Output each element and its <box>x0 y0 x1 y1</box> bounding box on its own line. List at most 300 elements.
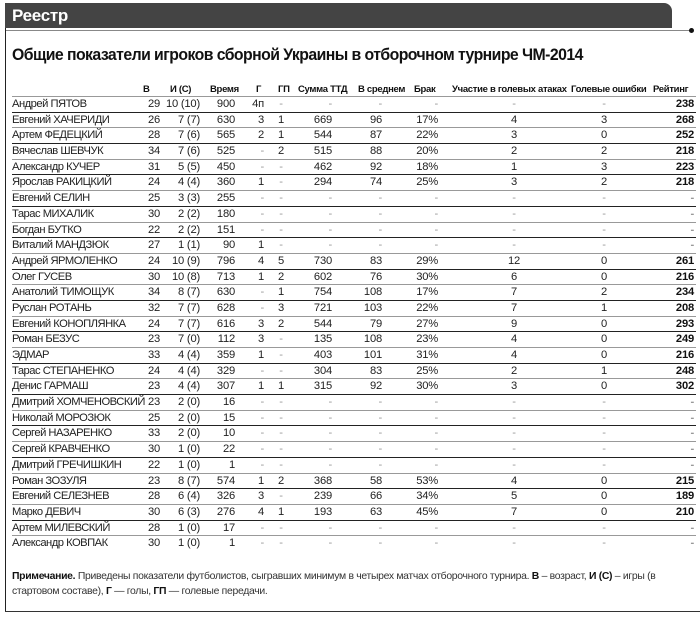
age-cell: 23 <box>147 474 160 487</box>
attacks-cell: 7 <box>510 286 518 299</box>
rating-cell: - <box>690 396 694 409</box>
player-name: Евгений КОНОПЛЯНКА <box>12 317 126 330</box>
avg-cell: 103 <box>363 301 382 314</box>
player-name: Олег ГУСЕВ <box>12 270 72 283</box>
errors-cell: 1 <box>600 301 608 314</box>
attacks-cell: - <box>512 396 516 409</box>
waste-cell: 25% <box>416 364 438 377</box>
avg-cell: - <box>378 239 382 252</box>
goals-cell: 3 <box>257 333 264 346</box>
age-cell: 23 <box>147 333 160 346</box>
assists-cell: - <box>279 490 283 503</box>
sum-ttd-cell: 754 <box>313 286 332 299</box>
note-text: Приведены показатели футболистов, сыгравших минимум в четырех матчах отборочного турнира. <box>75 571 532 582</box>
time-cell: 180 <box>216 207 235 220</box>
sum-ttd-cell: 193 <box>313 505 332 518</box>
errors-cell: 0 <box>600 317 608 330</box>
goals-cell: - <box>260 537 264 550</box>
age-cell: 24 <box>147 317 160 330</box>
avg-cell: 96 <box>369 113 382 126</box>
attacks-cell: - <box>512 411 516 424</box>
player-name: Сергей НАЗАРЕНКО <box>12 427 112 440</box>
player-name: Артем МИЛЕВСКИЙ <box>12 521 110 534</box>
waste-cell: 17% <box>416 286 438 299</box>
rating-cell: - <box>690 443 694 456</box>
assists-cell: - <box>279 176 283 189</box>
avg-cell: 92 <box>369 160 382 173</box>
attacks-cell: 4 <box>510 333 518 346</box>
sum-ttd-cell: - <box>328 207 332 220</box>
attacks-cell: 4 <box>510 474 518 487</box>
age-cell: 24 <box>147 254 160 267</box>
goals-cell: - <box>260 427 264 440</box>
player-name: Роман ЗОЗУЛЯ <box>12 474 87 487</box>
player-name: Дмитрий ГРЕЧИШКИН <box>12 458 122 471</box>
games-cell: 1 (0) <box>177 443 200 456</box>
age-cell: 34 <box>147 145 160 158</box>
sum-ttd-cell: - <box>328 537 332 550</box>
games-cell: 10 (9) <box>171 254 200 267</box>
assists-cell: - <box>279 98 283 110</box>
avg-cell: 87 <box>369 129 382 142</box>
waste-cell: 53% <box>416 474 438 487</box>
avg-cell: - <box>378 458 382 471</box>
age-cell: 33 <box>147 349 160 361</box>
sum-ttd-cell: 730 <box>313 254 332 267</box>
errors-cell: 0 <box>600 490 608 503</box>
rating-cell: - <box>690 537 694 550</box>
table-row <box>12 363 700 379</box>
waste-cell: 22% <box>416 129 438 142</box>
avg-cell: 83 <box>369 364 382 377</box>
note-gp-text: — голевые передачи. <box>166 586 268 597</box>
assists-cell: - <box>279 349 283 361</box>
table-row <box>12 347 700 363</box>
section-banner <box>5 3 672 28</box>
goals-cell: 1 <box>257 270 264 283</box>
avg-cell: 92 <box>369 380 382 393</box>
attacks-cell: - <box>512 458 516 471</box>
assists-cell: 2 <box>277 145 285 158</box>
games-cell: 1 (0) <box>177 458 200 471</box>
age-cell: 25 <box>147 192 160 205</box>
errors-cell: 0 <box>600 129 608 142</box>
table-row <box>12 269 700 285</box>
assists-cell: - <box>279 537 283 550</box>
note-gp-label: ГП <box>153 586 167 597</box>
time-cell: 112 <box>217 333 235 346</box>
waste-cell: - <box>434 458 438 471</box>
assists-cell: - <box>279 333 283 346</box>
rating-cell: 216 <box>675 270 694 283</box>
assists-cell: - <box>279 239 283 252</box>
games-cell: 7 (7) <box>177 317 200 330</box>
table-row <box>12 143 700 159</box>
errors-cell: 2 <box>600 286 608 299</box>
avg-cell: 101 <box>363 349 382 361</box>
col-assists: ГП <box>278 84 290 95</box>
rating-cell: 261 <box>675 254 694 267</box>
table-row <box>12 394 700 410</box>
left-border <box>5 28 6 612</box>
errors-cell: 3 <box>600 113 608 126</box>
games-cell: 8 (7) <box>177 286 200 299</box>
table-row <box>12 96 700 112</box>
time-cell: 1 <box>228 537 235 550</box>
age-cell: 30 <box>147 537 160 550</box>
sum-ttd-cell: 544 <box>313 317 332 330</box>
sum-ttd-cell: 669 <box>313 113 332 126</box>
player-name: Андрей ПЯТОВ <box>12 98 87 110</box>
goals-cell: - <box>260 443 264 456</box>
errors-cell: 0 <box>600 474 608 487</box>
games-cell: 2 (2) <box>177 207 200 220</box>
col-age: В <box>143 84 150 95</box>
games-cell: 10 (8) <box>171 270 200 283</box>
assists-cell: - <box>279 521 283 534</box>
player-name: Евгений СЕЛЕЗНЕВ <box>12 490 110 503</box>
col-rating: Рейтинг <box>653 84 689 95</box>
table-row <box>12 174 700 190</box>
rating-cell: 218 <box>675 176 694 189</box>
rating-cell: 252 <box>675 129 694 142</box>
rating-cell: - <box>690 427 694 440</box>
rating-cell: - <box>690 223 694 236</box>
time-cell: 326 <box>216 490 235 503</box>
goals-cell: 4п <box>252 98 264 110</box>
avg-cell: 88 <box>369 145 382 158</box>
games-cell: 1 (1) <box>177 239 200 252</box>
age-cell: 30 <box>147 443 160 456</box>
attacks-cell: - <box>512 192 516 205</box>
time-cell: 17 <box>222 521 235 534</box>
errors-cell: - <box>602 207 606 220</box>
table-row <box>12 284 700 300</box>
time-cell: 565 <box>216 129 235 142</box>
errors-cell: - <box>602 521 606 534</box>
games-cell: 7 (7) <box>177 301 200 314</box>
waste-cell: - <box>434 98 438 110</box>
goals-cell: - <box>260 458 264 471</box>
time-cell: 10 <box>222 427 235 440</box>
rating-cell: - <box>690 207 694 220</box>
age-cell: 30 <box>147 270 160 283</box>
time-cell: 1 <box>228 458 235 471</box>
avg-cell: - <box>378 443 382 456</box>
rating-cell: - <box>690 411 694 424</box>
attacks-cell: 2 <box>510 145 518 158</box>
player-name: Артем ФЕДЕЦКИЙ <box>12 129 103 142</box>
avg-cell: 108 <box>363 333 382 346</box>
avg-cell: - <box>378 427 382 440</box>
table-row <box>12 504 700 520</box>
time-cell: 360 <box>216 176 235 189</box>
age-cell: 23 <box>147 396 160 409</box>
col-time: Время <box>210 84 239 95</box>
rating-cell: 249 <box>675 333 694 346</box>
rating-cell: 238 <box>675 98 694 110</box>
col-avg: В среднем <box>358 84 406 95</box>
table-row <box>12 222 700 238</box>
time-cell: 796 <box>216 254 235 267</box>
age-cell: 28 <box>147 490 160 503</box>
player-name: Сергей КРАВЧЕНКО <box>12 443 110 456</box>
attacks-cell: 7 <box>510 301 518 314</box>
attacks-cell: 6 <box>510 270 518 283</box>
errors-cell: 2 <box>600 176 608 189</box>
errors-cell: - <box>602 98 606 110</box>
errors-cell: - <box>602 537 606 550</box>
table-row <box>12 410 700 426</box>
note-b-label: В <box>531 571 540 582</box>
rating-cell: 302 <box>675 380 694 393</box>
assists-cell: - <box>279 160 283 173</box>
sum-ttd-cell: 304 <box>313 364 332 377</box>
attacks-cell: 2 <box>510 364 518 377</box>
col-sum-ttd: Сумма ТТД <box>298 84 348 95</box>
errors-cell: - <box>602 223 606 236</box>
col-errors: Голевые ошибки <box>571 84 647 95</box>
waste-cell: 22% <box>416 301 438 314</box>
section-title: Реестр <box>12 6 68 25</box>
games-cell: 7 (6) <box>177 145 200 158</box>
sum-ttd-cell: 239 <box>313 490 332 503</box>
attacks-cell: - <box>512 537 516 550</box>
games-cell: 2 (2) <box>177 223 200 236</box>
waste-cell: 20% <box>416 145 438 158</box>
waste-cell: 30% <box>416 270 438 283</box>
goals-cell: 1 <box>257 239 264 252</box>
avg-cell: 83 <box>369 254 382 267</box>
sum-ttd-cell: 368 <box>313 474 332 487</box>
rating-cell: 210 <box>675 505 694 518</box>
games-cell: 4 (4) <box>177 176 200 189</box>
attacks-cell: 3 <box>510 176 518 189</box>
rating-cell: 215 <box>675 474 694 487</box>
avg-cell: - <box>378 411 382 424</box>
sum-ttd-cell: - <box>328 98 332 110</box>
sum-ttd-cell: 135 <box>313 333 332 346</box>
errors-cell: - <box>602 239 606 252</box>
goals-cell: - <box>260 364 264 377</box>
waste-cell: - <box>434 521 438 534</box>
avg-cell: - <box>378 396 382 409</box>
player-name: Руслан РОТАНЬ <box>12 301 92 314</box>
time-cell: 525 <box>216 145 235 158</box>
time-cell: 90 <box>222 239 235 252</box>
sum-ttd-cell: - <box>328 411 332 424</box>
rating-cell: 268 <box>675 113 694 126</box>
avg-cell: 108 <box>363 286 382 299</box>
games-cell: 1 (0) <box>177 537 200 550</box>
attacks-cell: 1 <box>510 160 518 173</box>
avg-cell: - <box>378 521 382 534</box>
errors-cell: 0 <box>600 380 608 393</box>
assists-cell: - <box>279 443 283 456</box>
errors-cell: 0 <box>600 254 608 267</box>
games-cell: 1 (0) <box>177 521 200 534</box>
player-name: Богдан БУТКО <box>12 223 82 236</box>
waste-cell: - <box>434 396 438 409</box>
avg-cell: - <box>378 98 382 110</box>
player-name: Николай МОРОЗЮК <box>12 411 111 424</box>
rating-cell: - <box>690 239 694 252</box>
player-name: Евгений СЕЛИН <box>12 192 90 205</box>
errors-cell: 0 <box>600 505 608 518</box>
waste-cell: - <box>434 223 438 236</box>
attacks-cell: - <box>512 443 516 456</box>
col-waste: Брак <box>414 84 436 95</box>
rating-cell: 208 <box>675 301 694 314</box>
age-cell: 28 <box>147 521 160 534</box>
rating-cell: 293 <box>675 317 694 330</box>
errors-cell: 0 <box>600 349 608 361</box>
attacks-cell: - <box>512 207 516 220</box>
table-row <box>12 127 700 143</box>
rating-cell: 189 <box>675 490 694 503</box>
time-cell: 22 <box>222 443 235 456</box>
games-cell: 4 (4) <box>177 380 200 393</box>
avg-cell: - <box>378 192 382 205</box>
avg-cell: 76 <box>369 270 382 283</box>
sum-ttd-cell: 462 <box>313 160 332 173</box>
player-name: Виталий МАНДЗЮК <box>12 239 109 252</box>
games-cell: 2 (0) <box>177 411 200 424</box>
table-row <box>12 112 700 128</box>
goals-cell: - <box>260 521 264 534</box>
rating-cell: 216 <box>675 349 694 361</box>
col-goals: Г <box>256 84 262 95</box>
sum-ttd-cell: 294 <box>313 176 332 189</box>
age-cell: 30 <box>147 207 160 220</box>
goals-cell: 3 <box>257 317 264 330</box>
waste-cell: 31% <box>416 349 438 361</box>
player-name: Ярослав РАКИЦКИЙ <box>12 176 112 189</box>
sum-ttd-cell: 721 <box>313 301 332 314</box>
attacks-cell: 12 <box>507 254 521 267</box>
time-cell: 713 <box>216 270 235 283</box>
goals-cell: 1 <box>257 380 264 393</box>
avg-cell: - <box>378 223 382 236</box>
avg-cell: 79 <box>369 317 382 330</box>
note-g-text: — голы, <box>111 586 154 597</box>
assists-cell: - <box>279 223 283 236</box>
attacks-cell: - <box>512 427 516 440</box>
rating-cell: 248 <box>675 364 694 377</box>
sum-ttd-cell: 602 <box>313 270 332 283</box>
table-row <box>12 206 700 222</box>
errors-cell: - <box>602 396 606 409</box>
avg-cell: 63 <box>369 505 382 518</box>
rating-cell: 218 <box>675 145 694 158</box>
attacks-cell: 9 <box>510 317 518 330</box>
player-name: ЭДМАР <box>12 349 49 361</box>
goals-cell: 1 <box>257 176 264 189</box>
table-row <box>12 159 700 175</box>
time-cell: 16 <box>222 396 235 409</box>
goals-cell: 4 <box>257 254 264 267</box>
bottom-border <box>5 611 700 612</box>
waste-cell: - <box>434 192 438 205</box>
errors-cell: - <box>602 458 606 471</box>
goals-cell: 1 <box>257 349 264 361</box>
waste-cell: - <box>434 537 438 550</box>
assists-cell: 1 <box>277 286 285 299</box>
attacks-cell: 5 <box>510 490 518 503</box>
time-cell: 628 <box>216 301 235 314</box>
age-cell: 22 <box>147 458 160 471</box>
goals-cell: - <box>260 207 264 220</box>
errors-cell: - <box>602 443 606 456</box>
table-row <box>12 535 700 551</box>
waste-cell: 45% <box>416 505 438 518</box>
goals-cell: - <box>260 160 264 173</box>
age-cell: 29 <box>147 98 160 110</box>
games-cell: 2 (0) <box>177 427 200 440</box>
time-cell: 329 <box>216 364 235 377</box>
games-cell: 7 (7) <box>177 113 200 126</box>
errors-cell: 0 <box>600 270 608 283</box>
table-row <box>12 331 700 347</box>
player-name: Роман БЕЗУС <box>12 333 80 346</box>
avg-cell: - <box>378 207 382 220</box>
assists-cell: 2 <box>277 270 285 283</box>
games-cell: 4 (4) <box>177 349 200 361</box>
sum-ttd-cell: - <box>328 443 332 456</box>
player-name: Евгений ХАЧЕРИДИ <box>12 113 110 126</box>
sum-ttd-cell: 403 <box>313 349 332 361</box>
rating-cell: - <box>690 458 694 471</box>
time-cell: 900 <box>216 98 235 110</box>
time-cell: 359 <box>216 349 235 361</box>
goals-cell: - <box>260 396 264 409</box>
table-row <box>12 300 700 316</box>
games-cell: 10 (10) <box>165 98 200 110</box>
sum-ttd-cell: 544 <box>313 129 332 142</box>
rule-dot-icon <box>689 28 694 33</box>
assists-cell: 5 <box>277 254 285 267</box>
table-row <box>12 457 700 473</box>
attacks-cell: - <box>512 98 516 110</box>
rating-cell: 223 <box>675 160 694 173</box>
players-table <box>12 96 700 551</box>
sum-ttd-cell: - <box>328 239 332 252</box>
sum-ttd-cell: 315 <box>313 380 332 393</box>
sum-ttd-cell: - <box>328 396 332 409</box>
time-cell: 307 <box>216 380 235 393</box>
goals-cell: 3 <box>257 113 264 126</box>
age-cell: 24 <box>147 364 160 377</box>
player-name: Марко ДЕВИЧ <box>12 505 81 518</box>
goals-cell: 4 <box>257 505 264 518</box>
player-name: Вячеслав ШЕВЧУК <box>12 145 104 158</box>
goals-cell: - <box>260 301 264 314</box>
goals-cell: - <box>260 286 264 299</box>
age-cell: 22 <box>147 223 160 236</box>
sum-ttd-cell: 515 <box>313 145 332 158</box>
time-cell: 276 <box>216 505 235 518</box>
goals-cell: 3 <box>257 490 264 503</box>
assists-cell: - <box>279 192 283 205</box>
age-cell: 30 <box>147 505 160 518</box>
assists-cell: 2 <box>277 474 285 487</box>
age-cell: 26 <box>147 113 160 126</box>
waste-cell: 29% <box>416 254 438 267</box>
note-b-text: – возраст, <box>539 571 589 582</box>
attacks-cell: 4 <box>510 113 518 126</box>
errors-cell: - <box>602 427 606 440</box>
player-name: Андрей ЯРМОЛЕНКО <box>12 254 118 267</box>
